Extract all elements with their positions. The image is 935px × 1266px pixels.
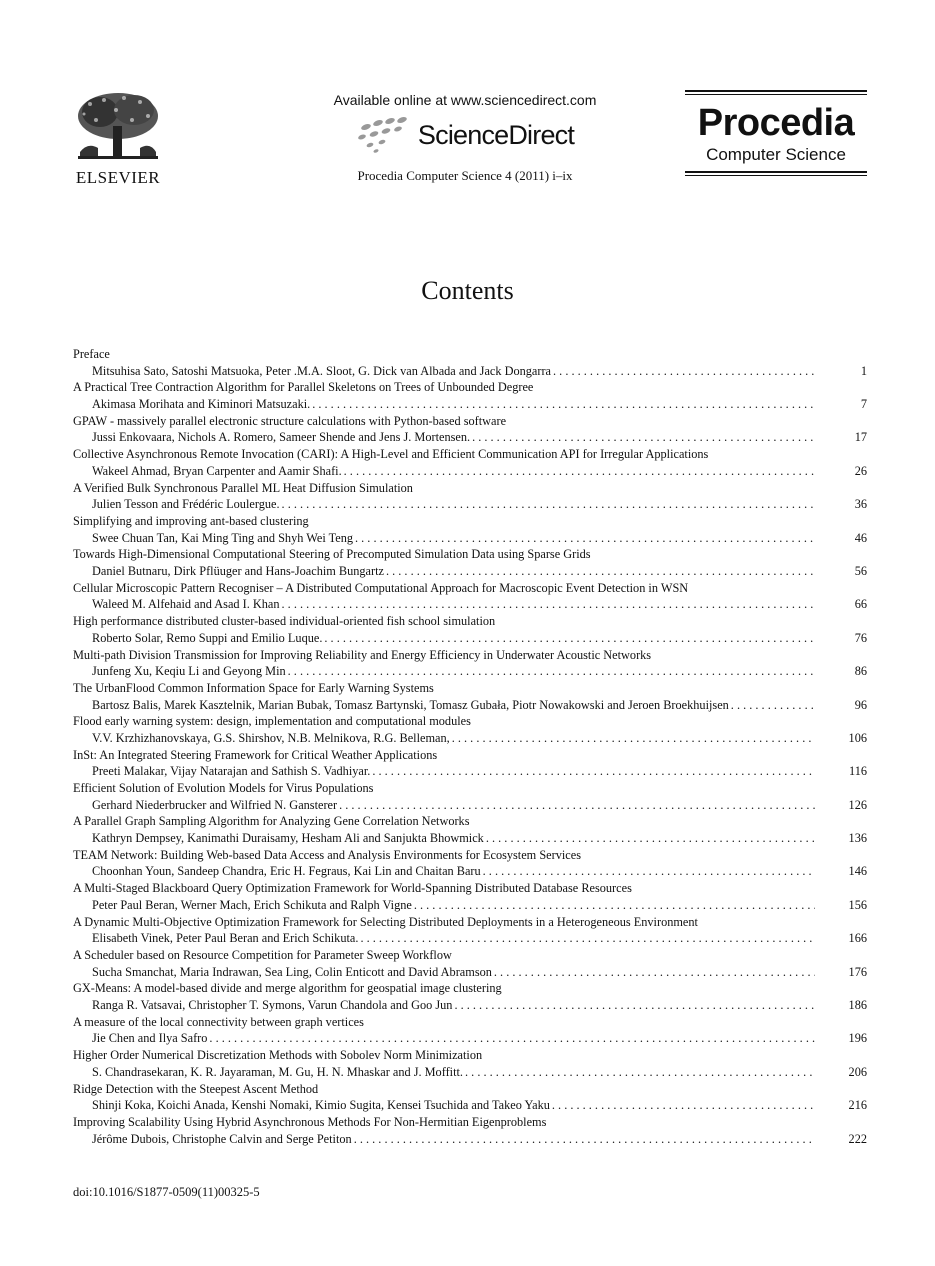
toc-entry[interactable] <box>73 947 867 980</box>
table-of-contents <box>73 346 867 1147</box>
toc-entry[interactable] <box>73 813 867 846</box>
toc-entry[interactable] <box>73 580 867 613</box>
toc-entry[interactable] <box>73 1047 867 1080</box>
doi-text: doi:10.1016/S1877-0509(11)00325-5 <box>73 1185 260 1199</box>
entry-page-number: 166 <box>848 931 867 946</box>
entry-author-line <box>73 630 867 647</box>
entry-authors: Jussi Enkovaara, Nichols A. Romero, Sameer Shende and Jens J. Mortensen. <box>92 430 471 445</box>
dot-leader <box>472 429 815 446</box>
entry-title: Collective Asynchronous Remote Invocation (CARI): A High-Level and Efficient Communication API for Irregular Applications <box>73 447 709 462</box>
toc-entry[interactable] <box>73 546 867 579</box>
procedia-top-rule <box>685 90 867 92</box>
elsevier-tree-icon <box>70 90 166 170</box>
entry-title: A Practical Tree Contraction Algorithm for Parallel Skeletons on Trees of Unbounded Degree <box>73 380 534 395</box>
entry-author-line <box>73 429 867 446</box>
entry-author-line <box>73 964 867 981</box>
toc-entry[interactable] <box>73 613 867 646</box>
dot-leader <box>355 530 815 547</box>
dot-leader <box>483 863 815 880</box>
entry-title: Multi-path Division Transmission for Improving Reliability and Energy Efficiency in Underwater Acoustic Networks <box>73 647 652 662</box>
toc-entry[interactable] <box>73 513 867 546</box>
entry-page-number: 186 <box>848 998 867 1013</box>
entry-title: Preface <box>73 347 110 361</box>
procedia-bottom-rule <box>685 171 867 173</box>
entry-author-line <box>73 563 867 580</box>
dot-leader <box>452 730 815 747</box>
toc-entry[interactable] <box>73 847 867 880</box>
entry-title: The UrbanFlood Common Information Space for Early Warning Systems <box>73 680 434 695</box>
entry-page-number: 46 <box>854 530 867 545</box>
entry-authors: Junfeng Xu, Keqiu Li and Geyong Min <box>92 664 286 679</box>
entry-page-number: 222 <box>848 1131 867 1146</box>
entry-page-number: 116 <box>849 764 867 779</box>
entry-title: Higher Order Numerical Discretization Methods with Sobolev Norm Minimization <box>73 1048 483 1063</box>
page-header <box>0 86 935 196</box>
entry-title: Cellular Microscopic Pattern Recogniser – A Distributed Computational Approach for Macroscopic Event Detection in WSN <box>73 580 689 595</box>
dot-leader <box>414 897 815 914</box>
entry-authors: S. Chandrasekaran, K. R. Jayaraman, M. Gu, H. N. Mhaskar and J. Moffitt. <box>92 1064 464 1079</box>
entry-authors: Jie Chen and Ilya Safro <box>92 1031 208 1046</box>
procedia-top-rule-thin <box>685 94 867 95</box>
toc-entry[interactable] <box>73 647 867 680</box>
dot-leader <box>282 496 815 513</box>
toc-entry[interactable] <box>73 1114 867 1147</box>
entry-authors: Mitsuhisa Sato, Satoshi Matsuoka, Peter .M.A. Sloot, G. Dick van Albada and Jack Dongarra <box>92 363 552 378</box>
entry-author-line <box>73 830 867 847</box>
toc-entry[interactable] <box>73 780 867 813</box>
entry-title: GPAW - massively parallel electronic structure calculations with Python-based software <box>73 413 507 428</box>
entry-title: A Verified Bulk Synchronous Parallel ML Heat Diffusion Simulation <box>73 480 413 495</box>
entry-author-line <box>73 697 867 714</box>
entry-authors: Shinji Koka, Koichi Anada, Kenshi Nomaki, Kimio Sugita, Kensei Tsuchida and Takeo Yaku <box>92 1098 550 1113</box>
dot-leader <box>282 596 815 613</box>
entry-page-number: 36 <box>854 497 867 512</box>
toc-entry[interactable] <box>73 1014 867 1047</box>
entry-authors: Akimasa Morihata and Kiminori Matsuzaki. <box>92 396 311 411</box>
elsevier-logo <box>70 90 166 188</box>
entry-title: A Parallel Graph Sampling Algorithm for Analyzing Gene Correlation Networks <box>73 814 470 829</box>
entry-authors: Peter Paul Beran, Werner Mach, Erich Schikuta and Ralph Vigne <box>92 897 412 912</box>
toc-entry[interactable] <box>73 413 867 446</box>
dot-leader <box>360 930 815 947</box>
entry-authors: Swee Chuan Tan, Kai Ming Ting and Shyh Wei Teng <box>92 530 353 545</box>
entry-author-line <box>73 496 867 513</box>
entry-title: High performance distributed cluster-based individual-oriented fish school simulation <box>73 614 496 629</box>
dot-leader <box>344 463 815 480</box>
toc-entry[interactable] <box>73 680 867 713</box>
entry-title: A Multi-Staged Blackboard Query Optimization Framework for World-Spanning Distributed Database Resources <box>73 881 632 896</box>
dot-leader <box>731 697 815 714</box>
entry-author-line <box>73 1030 867 1047</box>
entry-author-line <box>73 530 867 547</box>
dot-leader <box>209 1030 815 1047</box>
toc-entry[interactable] <box>73 346 867 379</box>
toc-entry[interactable] <box>73 747 867 780</box>
entry-author-line <box>73 363 867 380</box>
entry-title: Ridge Detection with the Steepest Ascent Method <box>73 1081 319 1096</box>
toc-entry[interactable] <box>73 480 867 513</box>
entry-authors: Roberto Solar, Remo Suppi and Emilio Luque. <box>92 630 323 645</box>
entry-page-number: 26 <box>854 463 867 478</box>
entry-page-number: 1 <box>860 363 867 378</box>
journal-masthead <box>260 92 670 184</box>
toc-entry[interactable] <box>73 980 867 1013</box>
entry-authors: Preeti Malakar, Vijay Natarajan and Sathish S. Vadhiyar. <box>92 764 371 779</box>
entry-author-line <box>73 463 867 480</box>
entry-authors: Jérôme Dubois, Christophe Calvin and Serge Petiton <box>92 1131 352 1146</box>
entry-authors: Daniel Butnaru, Dirk Pflüuger and Hans-Joachim Bungartz <box>92 563 384 578</box>
toc-entry[interactable] <box>73 379 867 412</box>
entry-authors: Julien Tesson and Frédéric Loulergue. <box>92 497 280 512</box>
dot-leader <box>494 964 815 981</box>
entry-authors: Kathryn Dempsey, Kanimathi Duraisamy, Hesham Ali and Sanjukta Bhowmick <box>92 831 484 846</box>
dot-leader <box>553 363 815 380</box>
dot-leader <box>552 1097 815 1114</box>
entry-title: GX-Means: A model-based divide and merge algorithm for geospatial image clustering <box>73 981 502 996</box>
entry-author-line <box>73 863 867 880</box>
entry-page-number: 7 <box>860 396 867 411</box>
entry-title: Improving Scalability Using Hybrid Asynchronous Methods For Non-Hermitian Eigenproblems <box>73 1114 547 1129</box>
entry-authors: Bartosz Balis, Marek Kasztelnik, Marian Bubak, Tomasz Bartynski, Tomasz Gubała, Piotr Nowakowski and Jeroen Broekhuijsen <box>92 697 729 712</box>
entry-authors: Wakeel Ahmad, Bryan Carpenter and Aamir Shafi. <box>92 463 342 478</box>
sciencedirect-logo <box>260 114 670 156</box>
toc-entry[interactable] <box>73 446 867 479</box>
dot-leader <box>288 663 815 680</box>
entry-author-line <box>73 396 867 413</box>
contents-heading: Contents <box>421 276 514 305</box>
entry-authors: Waleed M. Alfehaid and Asad I. Khan <box>92 597 280 612</box>
dot-leader <box>465 1064 815 1081</box>
dot-leader <box>312 396 815 413</box>
entry-authors: Elisabeth Vinek, Peter Paul Beran and Erich Schikuta. <box>92 931 359 946</box>
entry-page-number: 86 <box>854 664 867 679</box>
procedia-subtitle: Computer Science <box>706 145 846 164</box>
entry-page-number: 126 <box>848 797 867 812</box>
entry-author-line <box>73 596 867 613</box>
procedia-bottom-rule-thin <box>685 175 867 176</box>
entry-title: A Scheduler based on Resource Competition for Parameter Sweep Workflow <box>73 948 452 963</box>
available-online-text: Available online at www.sciencedirect.com <box>333 92 597 108</box>
dot-leader <box>354 1131 815 1148</box>
entry-page-number: 176 <box>848 964 867 979</box>
entry-author-line <box>73 930 867 947</box>
entry-title: Simplifying and improving ant-based clustering <box>73 513 309 528</box>
dot-leader <box>454 997 815 1014</box>
entry-title: TEAM Network: Building Web-based Data Access and Analysis Environments for Ecosystem Services <box>73 847 581 862</box>
entry-author-line <box>73 663 867 680</box>
entry-title: Efficient Solution of Evolution Models for Virus Populations <box>73 781 374 796</box>
entry-author-line <box>73 730 867 747</box>
entry-title: Towards High-Dimensional Computational Steering of Precomputed Simulation Data using Sparse Grids <box>73 547 591 562</box>
entry-page-number: 196 <box>848 1031 867 1046</box>
entry-author-line <box>73 1064 867 1081</box>
entry-author-line <box>73 897 867 914</box>
toc-entry[interactable] <box>73 880 867 913</box>
sciencedirect-dots-icon <box>356 115 414 155</box>
dot-leader <box>324 630 815 647</box>
dot-leader <box>486 830 815 847</box>
toc-entry[interactable] <box>73 914 867 947</box>
entry-author-line <box>73 797 867 814</box>
entry-authors: Ranga R. Vatsavai, Christopher T. Symons, Varun Chandola and Goo Jun <box>92 998 453 1013</box>
publisher-name: ELSEVIER <box>75 168 161 187</box>
entry-page-number: 106 <box>848 730 867 745</box>
entry-authors: V.V. Krzhizhanovskaya, G.S. Shirshov, N.B. Melnikova, R.G. Belleman, <box>92 730 450 745</box>
entry-page-number: 146 <box>848 864 867 879</box>
entry-author-line <box>73 997 867 1014</box>
entry-page-number: 136 <box>848 831 867 846</box>
dot-leader <box>386 563 815 580</box>
entry-page-number: 17 <box>854 430 867 445</box>
toc-entry[interactable] <box>73 1081 867 1114</box>
entry-page-number: 156 <box>848 897 867 912</box>
entry-title: A Dynamic Multi-Objective Optimization Framework for Selecting Distributed Deployments in a Heterogeneous Environment <box>73 914 698 929</box>
entry-title: Flood early warning system: design, implementation and computational modules <box>73 714 471 729</box>
entry-page-number: 56 <box>854 563 867 578</box>
procedia-title: Procedia <box>697 102 855 144</box>
entry-page-number: 76 <box>854 630 867 645</box>
dot-leader <box>372 763 815 780</box>
journal-reference: Procedia Computer Science 4 (2011) i–ix <box>357 168 573 183</box>
entry-title: InSt: An Integrated Steering Framework for Critical Weather Applications <box>73 747 438 762</box>
entry-authors: Sucha Smanchat, Maria Indrawan, Sea Ling, Colin Enticott and David Abramson <box>92 964 492 979</box>
entry-page-number: 66 <box>854 597 867 612</box>
entry-page-number: 216 <box>848 1098 867 1113</box>
entry-authors: Choonhan Youn, Sandeep Chandra, Eric H. Fegraus, Kai Lin and Chaitan Baru <box>92 864 481 879</box>
toc-entry[interactable] <box>73 713 867 746</box>
dot-leader <box>339 797 815 814</box>
entry-authors: Gerhard Niederbrucker and Wilfried N. Gansterer <box>92 797 338 812</box>
entry-page-number: 206 <box>848 1064 867 1079</box>
procedia-logo <box>685 90 867 176</box>
entry-page-number: 96 <box>854 697 867 712</box>
entry-author-line <box>73 1097 867 1114</box>
sciencedirect-wordmark: ScienceDirect <box>417 119 575 150</box>
entry-author-line <box>73 1131 867 1148</box>
entry-title: A measure of the local connectivity between graph vertices <box>73 1014 364 1029</box>
entry-author-line <box>73 763 867 780</box>
